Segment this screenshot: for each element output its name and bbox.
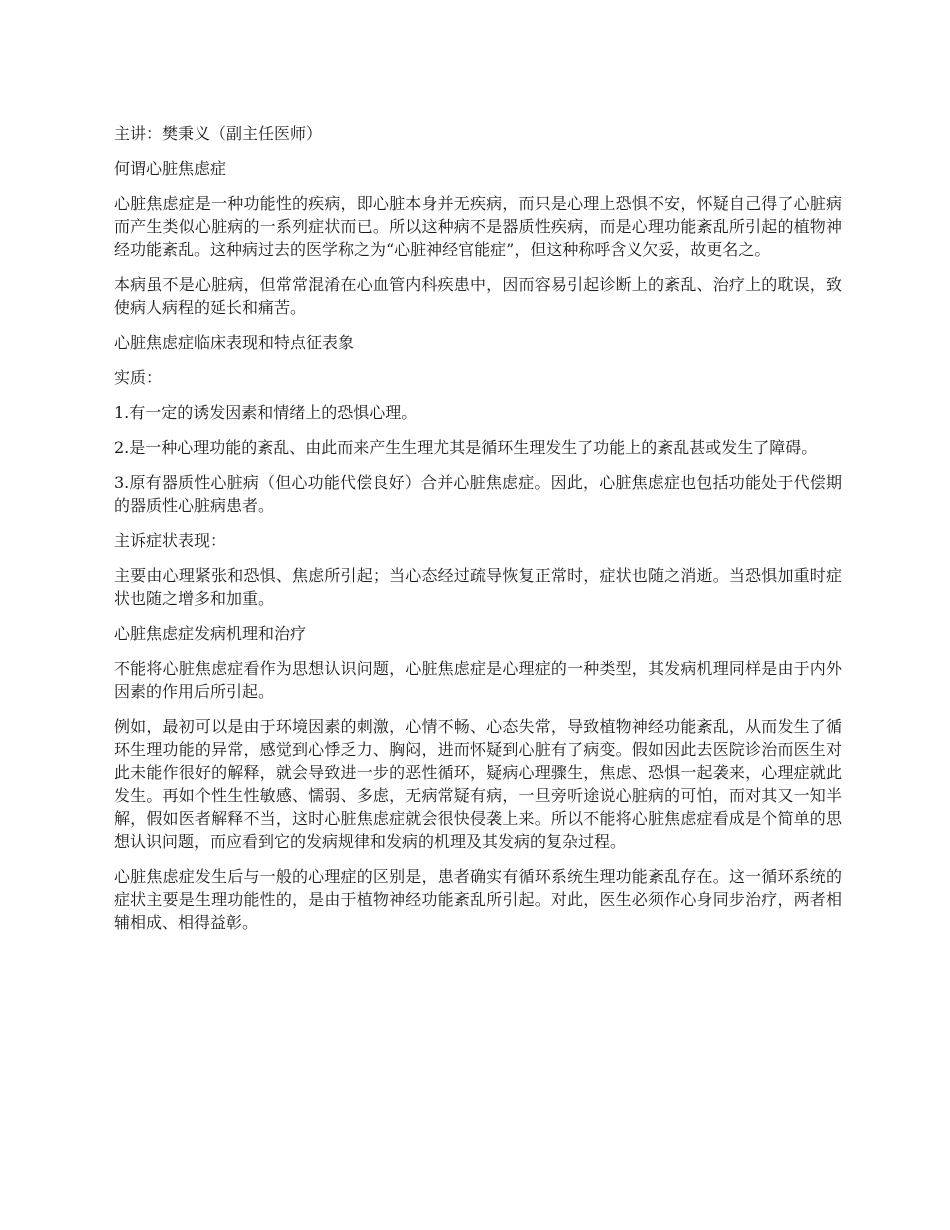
- paragraph-mechanism: 不能将心脏焦虑症看作为思想认识问题，心脏焦虑症是心理症的一种类型，其发病机理同样是由于内外因素的作用后所引起。: [114, 659, 842, 701]
- paragraph-example: 例如，最初可以是由于环境因素的刺激，心情不畅、心态失常，导致植物神经功能紊乱，从而发生了循环生理功能的异常，感觉到心悸乏力、胸闷，进而怀疑到心脏有了病变。假如因此去医院诊治而医生对此未能作很好的解释，就会导致进一步的恶性循环，疑病心理骤生，焦虑、恐惧一起袭来，心理症就此发生。再如个性生性敏感、懦弱、多虑，无病常疑有病，一旦旁听途说心脏病的可怕，而对其又一知半解，假如医者解释不当，这时心脏焦虑症就会很快侵袭上来。所以不能将心脏焦虑症看成是个简单的思想认识问题，而应看到它的发病规律和发病的机理及其发病的复杂过程。: [114, 717, 842, 851]
- paragraph-confusion: 本病虽不是心脏病，但常常混淆在心血管内科疾患中，因而容易引起诊断上的紊乱、治疗上的耽误，致使病人病程的延长和痛苦。: [114, 275, 842, 317]
- list-item-3: 3.原有器质性心脏病（但心功能代偿良好）合并心脏焦虑症。因此，心脏焦虑症也包括功能处于代偿期的器质性心脏病患者。: [114, 473, 842, 515]
- paragraph-definition: 心脏焦虑症是一种功能性的疾病，即心脏本身并无疾病，而只是心理上恐惧不安，怀疑自己得了心脏病而产生类似心脏病的一系列症状而已。所以这种病不是器质性疾病，而是心理功能紊乱所引起的植物神经功能紊乱。这种病过去的医学称之为“心脏神经官能症”，但这种称呼含义欠妥，故更名之。: [114, 194, 842, 259]
- section-heading-mechanism: 心脏焦虑症发病机理和治疗: [114, 624, 307, 643]
- list-item-1: 1.有一定的诱发因素和情绪上的恐惧心理。: [114, 403, 418, 422]
- list-item-2: 2.是一种心理功能的紊乱、由此而来产生生理尤其是循环生理发生了功能上的紊乱甚或发生了障碍。: [114, 438, 818, 457]
- paragraph-difference: 心脏焦虑症发生后与一般的心理症的区别是，患者确实有循环系统生理功能紊乱存在。这一循环系统的症状主要是生理功能性的，是由于植物神经功能紊乱所引起。对此，医生必须作心身同步治疗，两者相辅相成、相得益彰。: [114, 867, 842, 932]
- subheading-essence: 实质：: [114, 368, 163, 387]
- paragraph-symptoms: 主要由心理紧张和恐惧、焦虑所引起；当心态经过疏导恢复正常时，症状也随之消逝。当恐惧加重时症状也随之增多和加重。: [114, 566, 842, 608]
- section-heading-definition: 何谓心脏焦虑症: [114, 159, 227, 178]
- document-body: [114, 122, 842, 946]
- subheading-symptoms: 主诉症状表现：: [114, 531, 227, 550]
- section-heading-clinical: 心脏焦虑症临床表现和特点征表象: [114, 333, 355, 352]
- lecturer-line: 主讲：樊秉义（副主任医师）: [114, 124, 323, 143]
